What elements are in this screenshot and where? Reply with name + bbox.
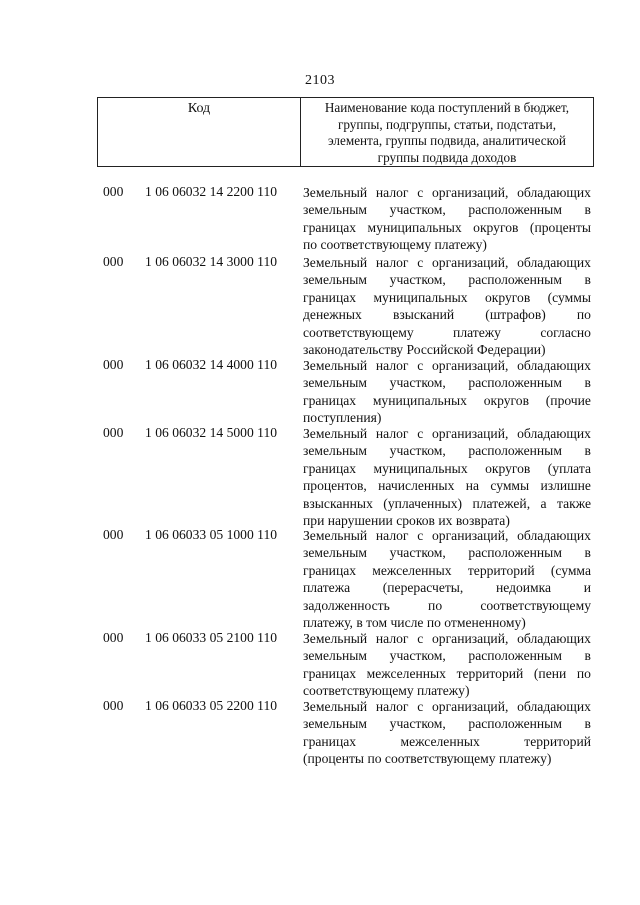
revenue-code: 1 06 06033 05 2100 110 xyxy=(145,630,278,645)
description-line: земельным участком, расположенным в xyxy=(303,545,591,561)
description-line: границах муниципальных округов (суммы xyxy=(303,289,591,305)
header-name-cell xyxy=(301,98,593,166)
revenue-code: 1 06 06033 05 1000 110 xyxy=(145,527,278,542)
revenue-code: 1 06 06032 14 3000 110 xyxy=(145,254,278,269)
admin-code: 000 xyxy=(103,527,124,542)
description-line: задолженность по соответствующему xyxy=(303,597,591,613)
description-line: Земельный налог с организаций, обладающих xyxy=(303,255,591,270)
revenue-description xyxy=(303,184,591,254)
admin-code: 000 xyxy=(103,698,124,713)
description-line: земельным участком, расположенным в xyxy=(303,716,591,732)
description-line: границах межселенных территорий (пени по xyxy=(303,665,591,681)
revenue-code: 1 06 06032 14 2200 110 xyxy=(145,184,278,199)
description-line: процентов, начисленных на суммы излишне xyxy=(303,478,591,494)
description-line: Земельный налог с организаций, обладающих xyxy=(303,699,591,714)
description-line: земельным участком, расположенным в xyxy=(303,272,591,288)
revenue-code: 1 06 06032 14 5000 110 xyxy=(145,425,278,440)
revenue-code: 1 06 06032 14 4000 110 xyxy=(145,357,278,372)
revenue-description xyxy=(303,527,591,631)
description-line: земельным участком, расположенным в xyxy=(303,375,591,391)
description-line: платежу, в том числе по отмененному) xyxy=(303,614,526,630)
admin-code: 000 xyxy=(103,425,124,440)
description-line: Земельный налог с организаций, обладающих xyxy=(303,426,591,441)
admin-code: 000 xyxy=(103,357,124,372)
description-line: законодательству Российской Федерации) xyxy=(303,341,546,357)
description-line: взысканных (уплаченных) платежей, а также xyxy=(303,495,591,511)
description-line: Земельный налог с организаций, обладающих xyxy=(303,528,591,543)
description-line: границах межселенных территорий xyxy=(303,733,591,749)
header-name-line: элемента, группы подвида, аналитической xyxy=(328,133,566,148)
revenue-description xyxy=(303,425,591,529)
admin-code: 000 xyxy=(103,254,124,269)
description-line: соответствующему платежу) xyxy=(303,683,470,699)
description-line: земельным участком, расположенным в xyxy=(303,202,591,218)
description-line: денежных взысканий (штрафов) по xyxy=(303,307,591,323)
description-line: Земельный налог с организаций, обладающих xyxy=(303,358,591,373)
description-line: платежа (перерасчеты, недоимка и xyxy=(303,580,591,596)
revenue-code: 1 06 06033 05 2200 110 xyxy=(145,698,278,713)
revenue-description xyxy=(303,698,591,768)
description-line: по соответствующему платежу) xyxy=(303,237,487,253)
description-line: границах муниципальных округов (проценты xyxy=(303,219,591,235)
description-line: границах межселенных территорий (сумма xyxy=(303,562,591,578)
description-line: соответствующему платежу согласно xyxy=(303,324,591,340)
description-line: Земельный налог с организаций, обладающих xyxy=(303,631,591,646)
header-name-line: Наименование кода поступлений в бюджет, xyxy=(324,100,570,115)
description-line: земельным участком, расположенным в xyxy=(303,443,591,459)
header-code-cell: Код xyxy=(98,98,301,166)
description-line: (проценты по соответствующему платежу) xyxy=(303,751,552,767)
revenue-description xyxy=(303,254,591,358)
description-line: Земельный налог с организаций, обладающих xyxy=(303,185,591,200)
description-line: границах муниципальных округов (прочие xyxy=(303,392,591,408)
revenue-description xyxy=(303,357,591,427)
description-line: земельным участком, расположенным в xyxy=(303,648,591,664)
page-number: 2103 xyxy=(305,73,335,88)
description-line: поступления) xyxy=(303,410,382,426)
header-name-line: группы подвида доходов xyxy=(377,149,517,165)
admin-code: 000 xyxy=(103,184,124,199)
header-name-line: группы, подгруппы, статьи, подстатьи, xyxy=(337,116,557,132)
revenue-description xyxy=(303,630,591,700)
description-line: границах муниципальных округов (уплата xyxy=(303,460,591,476)
table-header xyxy=(97,97,594,167)
description-line: при нарушении сроков их возврата) xyxy=(303,512,510,528)
admin-code: 000 xyxy=(103,630,124,645)
